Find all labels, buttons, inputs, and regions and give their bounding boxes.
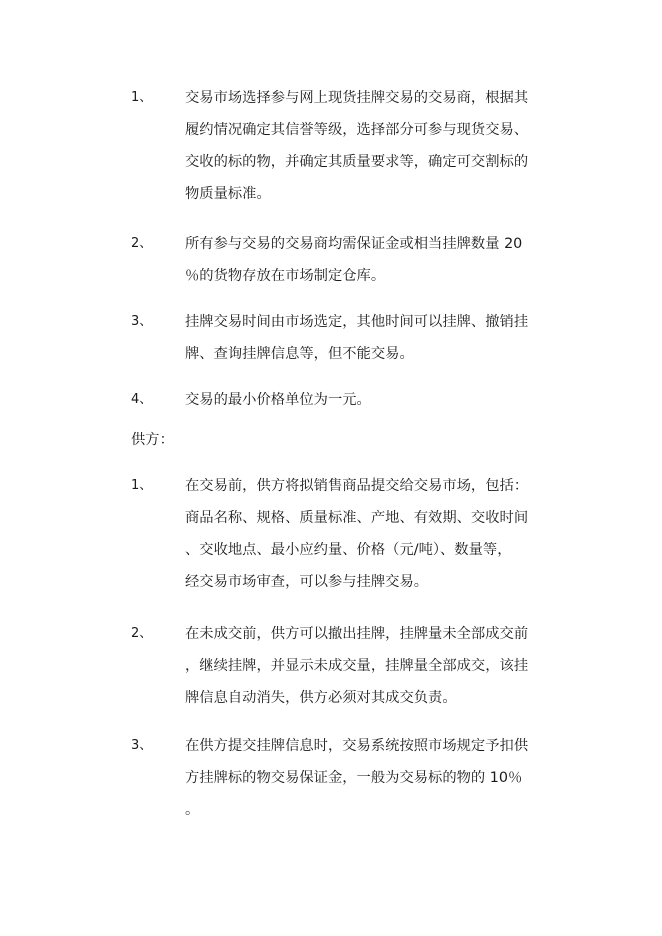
- item-number: 2、: [131, 626, 153, 641]
- item-text: 挂牌交易时间由市场选定，其他时间可以挂牌、撤销挂 牌、查询挂牌信息等，但不能交易。: [185, 314, 529, 362]
- item-number: 3、: [131, 738, 153, 753]
- item-number: 1、: [131, 90, 153, 105]
- item-number: 4、: [131, 392, 153, 407]
- item-text: 交易市场选择参与网上现货挂牌交易的交易商，根据其 履约情况确定其信誉等级，选择部分可参与现货交易、 交收的标的物，并确定其质量要求等，确定可交割标的 物质量标准。: [185, 90, 529, 202]
- section-heading-supplier: 供方：: [131, 432, 174, 448]
- item-number: 2、: [131, 236, 153, 251]
- item-text: 所有参与交易的交易商均需保证金或相当挂牌数量 20 ％的货物存放在市场制定仓库。: [185, 236, 523, 284]
- item-text: 在未成交前，供方可以撤出挂牌，挂牌量未全部成交前 ，继续挂牌，并显示未成交量，挂牌量全部成交，该挂 牌信息自动消失，供方必须对其成交负责。: [185, 626, 529, 706]
- item-text: 在交易前，供方将拟销售商品提交给交易市场，包括： 商品名称、规格、质量标准、产地、有效期、交收时间 、交收地点、最小应约量、价格（元/吨）、数量等， 经交易市场审查，可以参与挂牌交易。: [185, 478, 529, 590]
- item-text: 交易的最小价格单位为一元。: [185, 392, 371, 408]
- item-number: 1、: [131, 478, 153, 493]
- item-text: 在供方提交挂牌信息时，交易系统按照市场规定予扣供 方挂牌标的物交易保证金，一般为交易标的物的 10％ 。: [185, 738, 529, 818]
- item-number: 3、: [131, 314, 153, 329]
